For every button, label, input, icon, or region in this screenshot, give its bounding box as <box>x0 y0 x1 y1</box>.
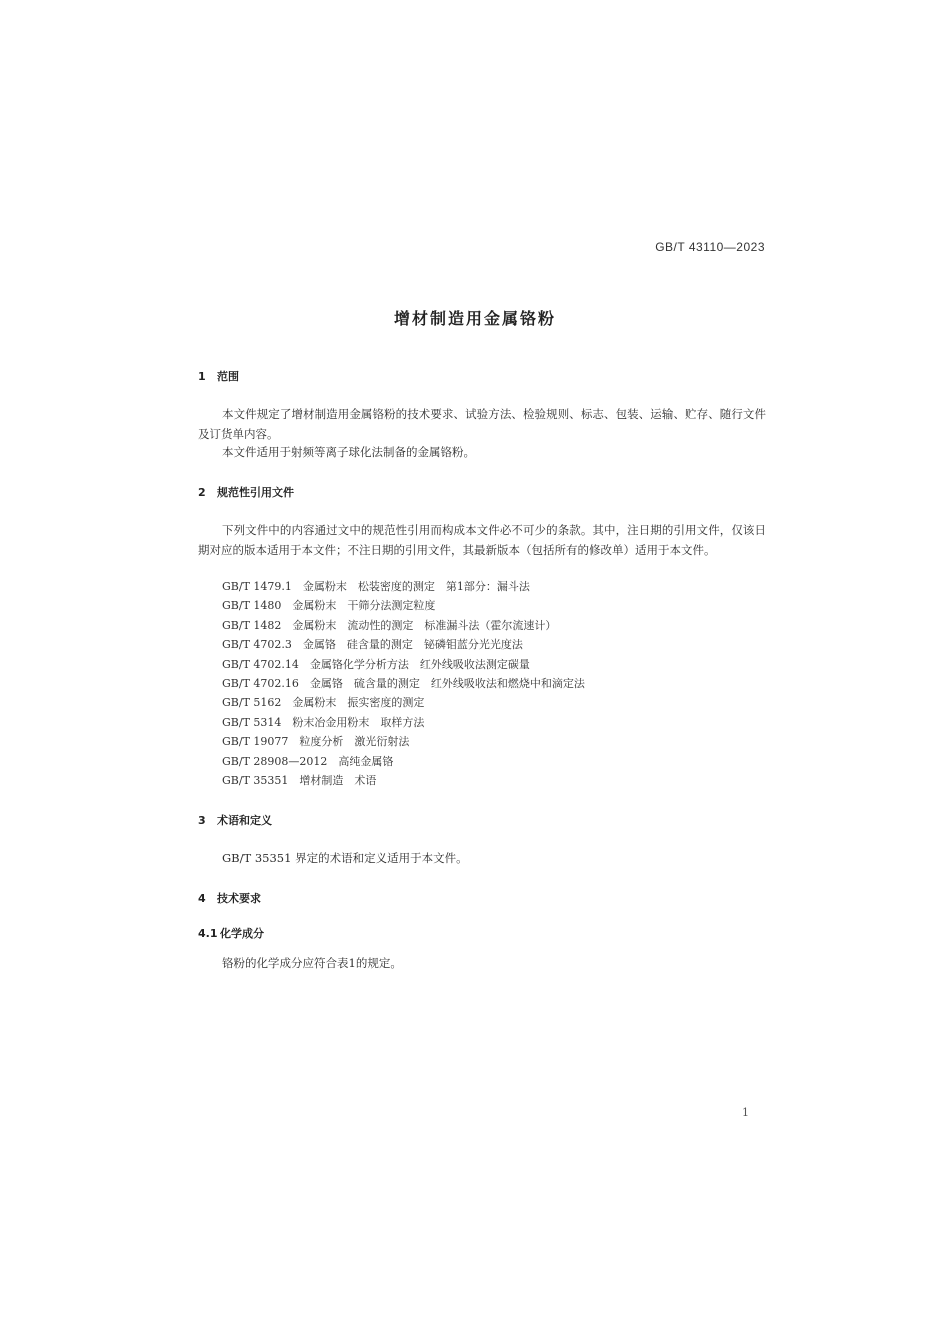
reference-item: GB/T 4702.16 金属铬 硫含量的测定 红外线吸收法和燃烧中和滴定法 <box>222 677 585 691</box>
document-title: 增材制造用金属铬粉 <box>393 309 556 328</box>
standard-code: GB/T 43110—2023 <box>655 240 765 254</box>
reference-item: GB/T 1482 金属粉末 流动性的测定 标准漏斗法（霍尔流速计） <box>222 618 557 632</box>
scope-paragraph-1: 本文件规定了增材制造用金属铬粉的技术要求、试验方法、检验规则、标志、包装、运输、贮存、随行文件及订货单内容。 <box>198 407 766 441</box>
section-1-heading <box>198 368 239 384</box>
reference-list <box>222 577 585 790</box>
section-title: 范围 <box>217 370 239 383</box>
chemical-composition-paragraph: 铬粉的化学成分应符合表1的规定。 <box>222 956 402 970</box>
section-title: 技术要求 <box>217 892 261 905</box>
reference-item: GB/T 4702.3 金属铬 硅含量的测定 铋磷钼蓝分光光度法 <box>222 638 523 652</box>
section-2-heading <box>198 484 294 500</box>
subsection-title: 化学成分 <box>220 927 264 940</box>
references-intro-paragraph: 下列文件中的内容通过文中的规范性引用而构成本文件必不可少的条款。其中，注日期的引用文件，仅该日期对应的版本适用于本文件；不注日期的引用文件，其最新版本（包括所有的修改单）适用于本文件。 <box>198 523 766 557</box>
page-number: 1 <box>742 1106 749 1119</box>
section-4-heading <box>198 890 261 906</box>
section-number: 3 <box>198 814 206 827</box>
section-title: 规范性引用文件 <box>217 486 294 499</box>
scope-paragraph-2: 本文件适用于射频等离子球化法制备的金属铬粉。 <box>222 445 475 459</box>
section-3-heading <box>198 812 272 828</box>
subsection-4-1-heading <box>198 925 264 941</box>
reference-item: GB/T 5314 粉末冶金用粉末 取样方法 <box>222 715 425 729</box>
section-title: 术语和定义 <box>217 814 272 827</box>
section-number: 4 <box>198 892 206 905</box>
reference-item: GB/T 35351 增材制造 术语 <box>222 774 377 788</box>
subsection-number: 4.1 <box>198 927 218 940</box>
reference-item: GB/T 1479.1 金属粉末 松装密度的测定 第1部分：漏斗法 <box>222 580 530 593</box>
terms-paragraph: GB/T 35351 界定的术语和定义适用于本文件。 <box>222 851 468 865</box>
section-number: 1 <box>198 370 206 383</box>
section-number: 2 <box>198 486 206 499</box>
reference-item: GB/T 5162 金属粉末 振实密度的测定 <box>222 696 425 710</box>
reference-item: GB/T 1480 金属粉末 干筛分法测定粒度 <box>222 599 436 613</box>
reference-item: GB/T 4702.14 金属铬化学分析方法 红外线吸收法测定碳量 <box>222 657 530 671</box>
reference-item: GB/T 19077 粒度分析 激光衍射法 <box>222 735 410 749</box>
reference-item: GB/T 28908—2012 高纯金属铬 <box>222 754 394 768</box>
